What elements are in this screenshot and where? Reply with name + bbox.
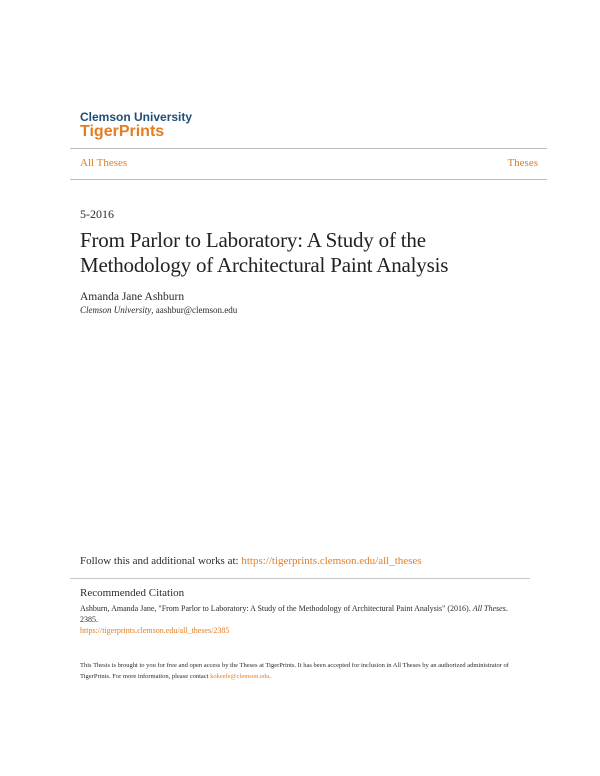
citation-suffix: . 2385. (80, 604, 508, 624)
citation-url-link[interactable]: https://tigerprints.clemson.edu/all_theses/2385 (80, 626, 230, 635)
notice-text: This Thesis is brought to you for free and open access by the Theses at TigerPrints. It has been accepted for inclusion in All Theses by an authorized administrator of TigerPrints. For more information, please contact (80, 662, 509, 680)
header-bottom-divider (70, 179, 547, 180)
author-affiliation (80, 305, 237, 315)
paper-title: From Parlor to Laboratory: A Study of the Methodology of Architectural Paint Analysis (80, 228, 449, 277)
access-notice (80, 660, 520, 682)
publication-date: 5-2016 (80, 207, 114, 221)
institution-name: Clemson University (80, 110, 193, 124)
citation-divider (70, 578, 530, 579)
author-email: , aashbur@clemson.edu (151, 305, 238, 315)
follow-label: Follow this and additional works at: (80, 555, 242, 567)
all-theses-url-link[interactable]: https://tigerprints.clemson.edu/all_theses (241, 555, 422, 567)
header-top-divider (70, 148, 547, 149)
contact-email-link[interactable]: kokeefe@clemson.edu (210, 673, 270, 680)
affiliation-institution: Clemson University (80, 305, 152, 315)
repository-name: TigerPrints (80, 123, 165, 140)
citation-series: All Theses (472, 604, 506, 613)
author-name: Amanda Jane Ashburn (80, 291, 185, 303)
all-theses-link[interactable]: All Theses (80, 157, 128, 169)
citation-heading: Recommended Citation (80, 587, 185, 599)
citation-prefix: Ashburn, Amanda Jane, "From Parlor to Laboratory: A Study of the Methodology of Architectural Paint Analysis" (2016). (80, 604, 473, 613)
follow-line (80, 555, 422, 567)
notice-end: . (269, 673, 271, 680)
theses-link[interactable]: Theses (507, 157, 538, 169)
citation-text (80, 603, 525, 625)
